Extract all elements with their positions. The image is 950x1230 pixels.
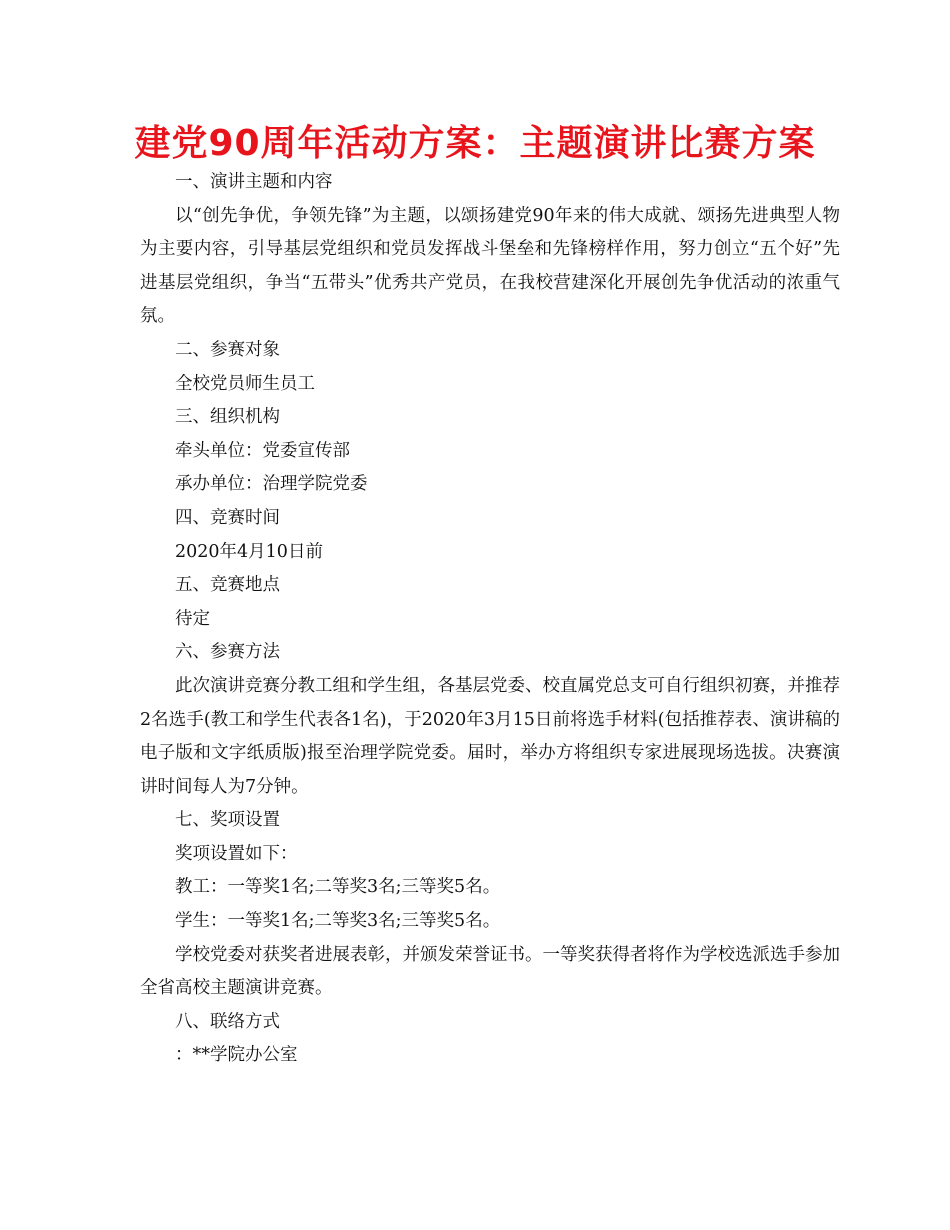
- section-heading: 七、奖项设置: [175, 810, 280, 831]
- document-body: [140, 166, 840, 1073]
- section-heading: 六、参赛方法: [175, 642, 280, 663]
- paragraph: 奖项设置如下：: [175, 843, 298, 864]
- section-heading: 一、演讲主题和内容: [175, 172, 333, 192]
- paragraph: ：**学院办公室: [175, 1045, 298, 1066]
- paragraph: 教工：一等奖1名;二等奖3名;三等奖5名。: [175, 877, 501, 898]
- paragraph: 学校党委对获奖者进展表彰，并颁发荣誉证书。一等奖获得者将作为学校选派选手参加全省高校主题演讲竞赛。: [140, 944, 840, 999]
- section-heading: 五、竞赛地点: [175, 575, 280, 596]
- paragraph: 待定: [175, 608, 210, 629]
- paragraph: 牵头单位：党委宣传部: [175, 440, 350, 461]
- paragraph: 承办单位：治理学院党委: [175, 474, 368, 495]
- section-heading: 四、竞赛时间: [175, 507, 280, 528]
- paragraph: 学生：一等奖1名;二等奖3名;三等奖5名。: [175, 911, 501, 932]
- section-heading: 二、参赛对象: [175, 339, 280, 360]
- paragraph: 以“创先争优，争领先锋”为主题，以颂扬建党90年来的伟大成就、颂扬先进典型人物为主要内容，引导基层党组织和党员发挥战斗堡垒和先锋榜样作用，努力创立“五个好”先进基层党组织，争当“五带头”优秀共产党员，在我校营建深化开展创先争优活动的浓重气氛。: [140, 205, 840, 327]
- section-heading: 八、联络方式: [175, 1011, 280, 1032]
- paragraph: 此次演讲竞赛分教工组和学生组，各基层党委、校直属党总支可自行组织初赛，并推荐2名选手(教工和学生代表各1名)，于2020年3月15日前将选手材料(包括推荐表、演讲稿的电子版和文字纸质版)报至治理学院党委。届时，举办方将组织专家进展现场选拔。决赛演讲时间每人为7分钟。: [140, 675, 840, 797]
- document-title: 建党90周年活动方案：主题演讲比赛方案: [134, 123, 816, 164]
- section-heading: 三、组织机构: [175, 407, 280, 428]
- paragraph: 全校党员师生员工: [175, 373, 315, 394]
- paragraph: 2020年4月10日前: [175, 541, 323, 562]
